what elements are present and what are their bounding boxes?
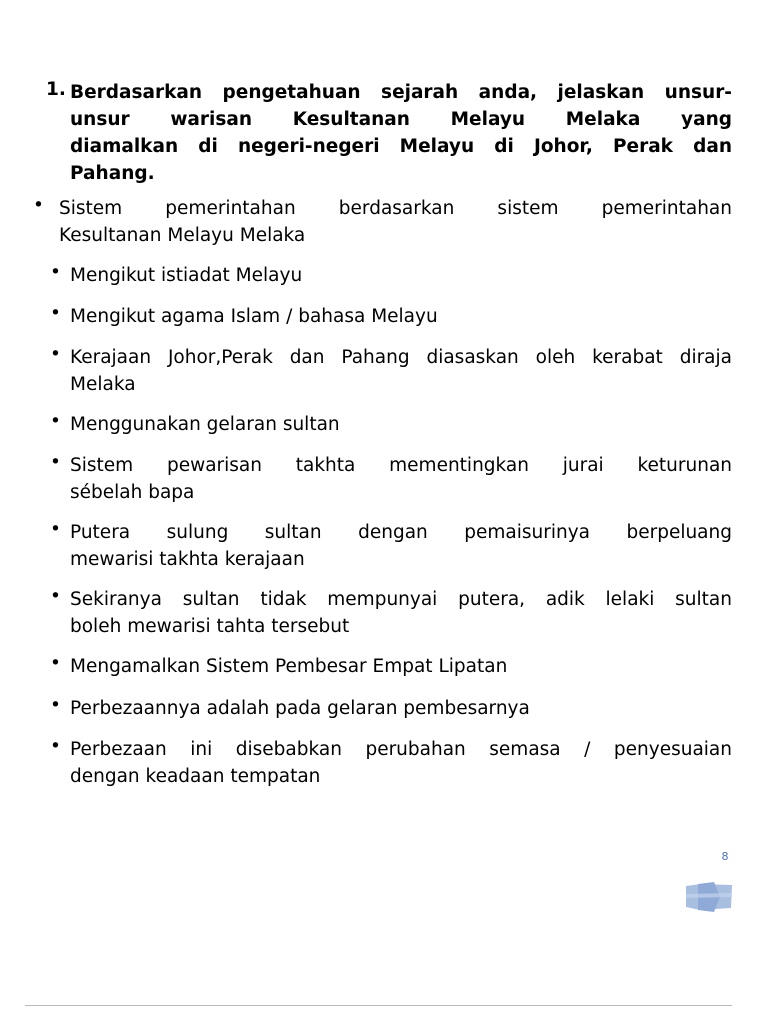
answer-line: Sekiranya sultan tidak mempunyai putera, adik lelaki sultan — [70, 589, 732, 610]
question-line: Berdasarkan pengetahuan sejarah anda, jelaskan unsur- — [70, 82, 732, 103]
question-line: Pahang. — [70, 163, 155, 184]
answer-item — [50, 586, 732, 640]
question-number: 1. — [46, 79, 66, 100]
answer-line: Perbezaan ini disebabkan perubahan semasa / penyesuaian — [70, 739, 732, 760]
answer-line: Mengikut istiadat Melayu — [70, 265, 303, 286]
bullet-icon: • — [33, 195, 44, 216]
question-line: unsur warisan Kesultanan Melayu Melaka yang — [70, 109, 732, 130]
bullet-icon: • — [50, 695, 61, 716]
answer-item — [50, 653, 732, 680]
answer-line: Kesultanan Melayu Melaka — [59, 225, 306, 246]
bullet-icon: • — [50, 262, 61, 283]
answer-item — [50, 262, 732, 289]
answer-item — [50, 695, 732, 722]
answer-item — [50, 736, 732, 790]
answer-line: Menggunakan gelaran sultan — [70, 414, 340, 435]
bullet-icon: • — [50, 344, 61, 365]
bullet-icon: • — [50, 736, 61, 757]
answer-line: dengan keadaan tempatan — [70, 766, 321, 787]
answer-line: Mengikut agama Islam / bahasa Melayu — [70, 306, 438, 327]
footer-divider — [25, 1005, 732, 1006]
page-number: 8 — [721, 850, 729, 863]
answer-line: Perbezaannya adalah pada gelaran pembesarnya — [70, 698, 530, 719]
answer-item — [50, 411, 732, 438]
answer-line: Putera sulung sultan dengan pemaisurinya berpeluang — [70, 522, 732, 543]
question-line: diamalkan di negeri-negeri Melayu di Johor, Perak dan — [70, 136, 732, 157]
bullet-icon: • — [50, 411, 61, 432]
bullet-icon: • — [50, 519, 61, 540]
answer-line: Mengamalkan Sistem Pembesar Empat Lipatan — [70, 656, 508, 677]
answer-item — [50, 344, 732, 398]
bullet-icon: • — [50, 452, 61, 473]
answer-item — [33, 195, 732, 249]
answer-line: Sistem pemerintahan berdasarkan sistem pemerintahan — [59, 198, 732, 219]
bullet-icon: • — [50, 586, 61, 607]
answer-line: mewarisi takhta kerajaan — [70, 549, 305, 570]
answer-line: Sistem pewarisan takhta mementingkan jurai keturunan — [70, 455, 732, 476]
answer-item — [50, 303, 732, 330]
bullet-icon: • — [50, 653, 61, 674]
answer-item — [50, 452, 732, 506]
answer-item — [50, 519, 732, 573]
answer-line: Melaka — [70, 374, 136, 395]
question-1 — [46, 79, 732, 187]
answer-line: Kerajaan Johor,Perak dan Pahang diasaskan oleh kerabat diraja — [70, 347, 732, 368]
answer-line: boleh mewarisi tahta tersebut — [70, 616, 350, 637]
ribbon-icon — [684, 882, 734, 912]
answer-line: sébelah bapa — [70, 482, 195, 503]
bullet-icon: • — [50, 303, 61, 324]
